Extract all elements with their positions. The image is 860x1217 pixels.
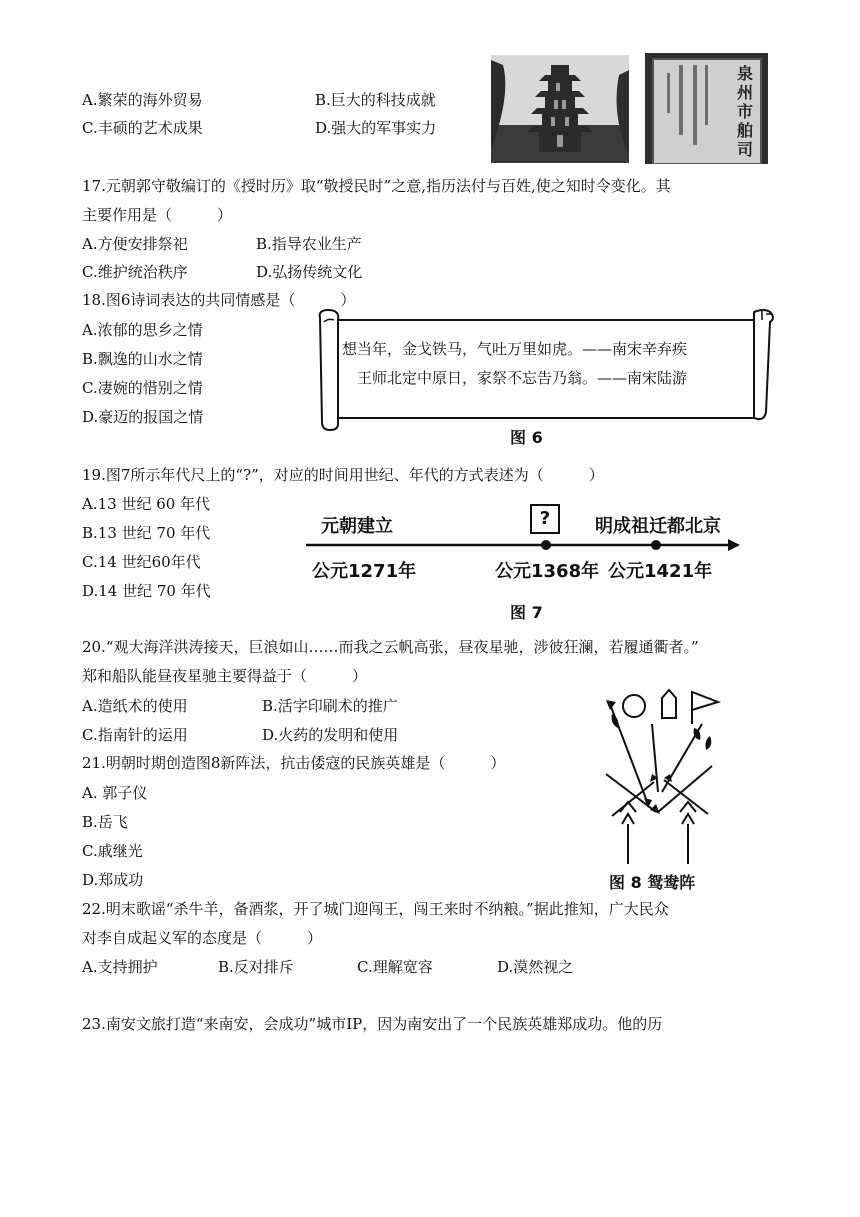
timeline-event-yuan: 元朝建立 <box>321 516 393 537</box>
q21-option-a: A. 郭子仪 <box>82 784 148 802</box>
q20-stem-line2: 郑和船队能昼夜星驰主要得益于（ ） <box>82 667 368 685</box>
q20-stem-line1: 20.“观大海洋洪涛接天，巨浪如山……而我之云帆高张，昼夜星驰，涉彼狂澜，若履通衢者。” <box>82 638 699 656</box>
q19-stem: 19.图7所示年代尺上的“?”，对应的时间用世纪、年代的方式表述为（ ） <box>82 466 604 484</box>
timeline-unknown-box: ? <box>530 504 560 534</box>
q22-option-d: D.漠然视之 <box>497 958 574 976</box>
q18-option-a: A.浓郁的思乡之情 <box>82 321 203 339</box>
q19-option-c: C.14 世纪60年代 <box>82 553 201 571</box>
figure-6-caption: 图 6 <box>510 428 543 447</box>
q19-option-b: B.13 世纪 70 年代 <box>82 524 211 542</box>
stone-char-1: 泉 <box>736 64 754 83</box>
q16-option-b: B.巨大的科技成就 <box>315 91 436 109</box>
q22-option-c: C.理解宽容 <box>357 958 433 976</box>
q20-option-b: B.活字印刷术的推广 <box>262 697 398 715</box>
q17-option-d: D.弘扬传统文化 <box>256 263 363 281</box>
timeline-point-1368 <box>541 540 551 550</box>
yuanyang-formation-diagram <box>592 684 732 866</box>
figure-7-caption: 图 7 <box>510 603 543 622</box>
stone-tablet-photo <box>645 53 768 164</box>
q17-option-a: A.方便安排祭祀 <box>82 235 188 253</box>
stone-char-5: 司 <box>736 140 754 159</box>
q16-option-d: D.强大的军事实力 <box>315 119 437 137</box>
q18-option-c: C.凄婉的惜别之情 <box>82 379 203 397</box>
q21-option-b: B.岳飞 <box>82 813 128 831</box>
poem-line-1: 想当年，金戈铁马，气吐万里如虎。——南宋辛弃疾 <box>342 340 688 358</box>
q16-option-c: C.丰硕的艺术成果 <box>82 119 203 137</box>
q16-option-a: A.繁荣的海外贸易 <box>82 91 203 109</box>
q18-option-b: B.飘逸的山水之情 <box>82 350 203 368</box>
q23-stem: 23.南安文旅打造“来南安，会成功”城市IP，因为南安出了一个民族英雄郑成功。他的历 <box>82 1015 663 1033</box>
q18-stem: 18.图6诗词表达的共同情感是（ ） <box>82 291 356 309</box>
timeline-point-1421 <box>651 540 661 550</box>
q22-option-b: B.反对排斥 <box>218 958 294 976</box>
q21-option-d: D.郑成功 <box>82 871 144 889</box>
q21-stem: 21.明朝时期创造图8新阵法，抗击倭寇的民族英雄是（ ） <box>82 754 506 772</box>
stone-char-4: 舶 <box>736 121 754 140</box>
q20-option-c: C.指南针的运用 <box>82 726 188 744</box>
q19-option-d: D.14 世纪 70 年代 <box>82 582 211 600</box>
poem-line-2: 王师北定中原日，家祭不忘告乃翁。——南宋陆游 <box>357 369 688 387</box>
q22-option-a: A.支持拥护 <box>82 958 158 976</box>
stone-char-2: 州 <box>736 83 754 102</box>
q22-stem-line1: 22.明末歌谣“杀牛羊，备酒浆，开了城门迎闯王，闯王来时不纳粮。”据此推知，广大民众 <box>82 900 669 918</box>
q21-option-c: C.戚继光 <box>82 842 143 860</box>
q18-option-d: D.豪迈的报国之情 <box>82 408 204 426</box>
figure-8-caption: 图 8 鸳鸯阵 <box>609 873 696 892</box>
stone-char-3: 市 <box>736 102 754 121</box>
q19-option-a: A.13 世纪 60 年代 <box>82 495 211 513</box>
q22-stem-line2: 对李自成起义军的态度是（ ） <box>82 929 323 947</box>
q20-option-a: A.造纸术的使用 <box>82 697 188 715</box>
timeline-date-1421: 公元1421年 <box>608 561 713 582</box>
q20-option-d: D.火药的发明和使用 <box>262 726 399 744</box>
q17-option-b: B.指导农业生产 <box>256 235 362 253</box>
timeline-event-beijing: 明成祖迁都北京 <box>595 516 721 537</box>
q17-stem-line2: 主要作用是（ ） <box>82 206 233 224</box>
q17-stem-line1: 17.元朝郭守敬编订的《授时历》取“敬授民时”之意,指历法付与百姓,使之知时令变化。其 <box>82 177 671 195</box>
pagoda-photo <box>491 55 629 163</box>
timeline-date-1368: 公元1368年 <box>495 561 600 582</box>
timeline-date-1271: 公元1271年 <box>312 561 417 582</box>
q17-option-c: C.维护统治秩序 <box>82 263 188 281</box>
